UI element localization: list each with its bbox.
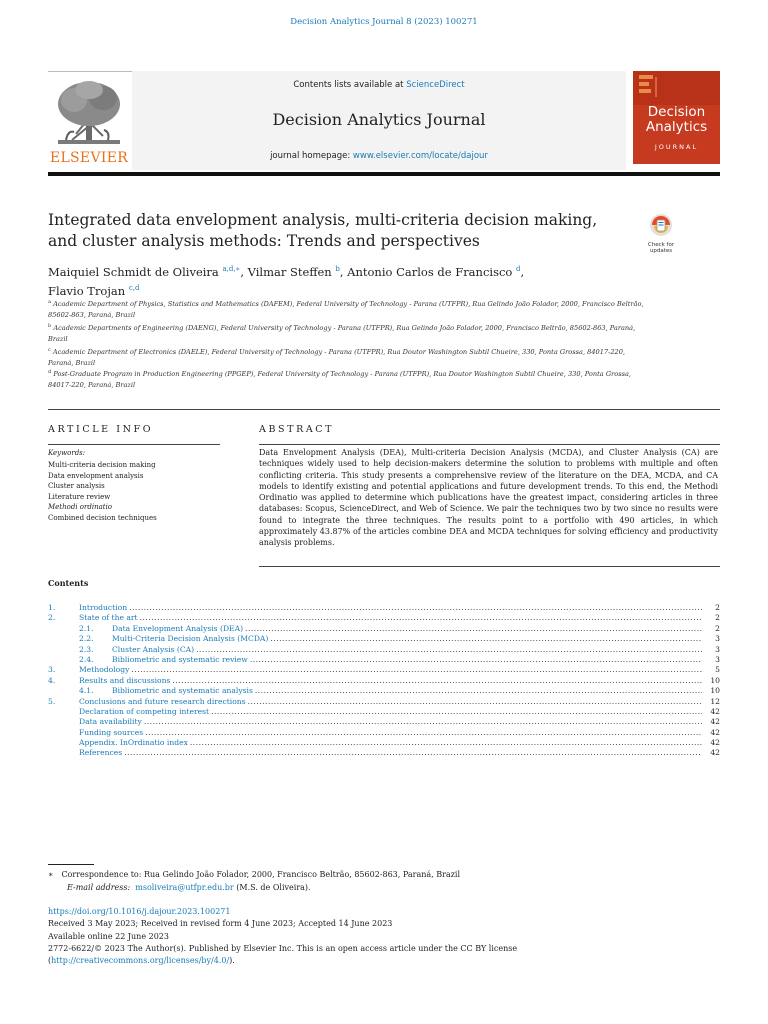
article-info-heading: ARTICLE INFO (48, 424, 154, 435)
toc-entry[interactable] (48, 634, 720, 644)
keywords-label: Keywords: (48, 449, 86, 457)
toc-entry-number: 2.3. (79, 644, 94, 654)
toc-entry[interactable] (48, 665, 720, 675)
keyword-item: Data envelopment analysis (48, 471, 144, 480)
doi-link[interactable]: https://doi.org/10.1016/j.dajour.2023.100271 (48, 907, 231, 916)
article-info-rule (48, 444, 220, 445)
toc-page-number: 2 (715, 603, 720, 612)
toc-entry-label[interactable]: Results and discussions (79, 675, 171, 685)
footnote-rule (48, 864, 94, 865)
toc-entry[interactable] (48, 738, 720, 748)
keyword-item: Cluster analysis (48, 482, 105, 490)
toc-page-number: 42 (710, 717, 720, 727)
toc-leader-dots (145, 728, 702, 738)
license-link[interactable]: http://creativecommons.org/licenses/by/4.0/ (51, 956, 230, 966)
toc-entry-label[interactable]: Declaration of competing interest (79, 706, 210, 716)
toc-leader-dots (196, 645, 702, 655)
journal-title: Decision Analytics Journal (272, 110, 486, 129)
toc-page-number: 10 (710, 686, 720, 696)
journal-cover-image[interactable] (633, 71, 720, 164)
toc-entry[interactable] (48, 717, 720, 727)
abstract-rule (259, 444, 720, 445)
keyword-item: Methodi ordinatio (48, 503, 113, 511)
toc-page-number: 42 (710, 738, 720, 748)
toc-page-number: 3 (715, 654, 720, 664)
toc-entry-label[interactable]: Appendix. InOrdinatio index (79, 738, 188, 748)
toc-entry[interactable] (48, 655, 720, 665)
cover-title-line1: Decision (647, 104, 706, 120)
homepage-prefix: journal homepage: (270, 151, 353, 161)
check-for-updates-badge[interactable] (642, 212, 680, 252)
received-dates: Received 3 May 2023; Received in revised form 4 June 2023; Accepted 14 June 2023 (48, 919, 393, 929)
toc-entry-number: 2.4. (79, 654, 94, 664)
author-list: Maiquiel Schmidt de Oliveira $^{a,d,∗}$, Vilmar Steffen $^b$, Antonio Carlos de Francisco $^d$, Flavio Trojan $^{c,d}$ (48, 264, 525, 298)
toc-leader-dots (270, 634, 702, 644)
keyword-item: Combined decision techniques (48, 513, 157, 522)
toc-entry-number: 2.2. (79, 634, 94, 644)
author-3[interactable]: Antonio Carlos de Francisco $^d$ (347, 264, 521, 279)
toc-page-number: 5 (715, 665, 720, 675)
cover-title (633, 105, 720, 135)
toc-entry-number: 5. (48, 696, 56, 706)
toc-entry[interactable] (48, 697, 720, 707)
toc-entry-number: 3. (48, 665, 56, 675)
affiliation-a: $^a$ Academic Department of Physics, Statistics and Mathematics (DAFEM), Federal University of Technology - Parana (UTFPR), Rua Gelindo João Folador, 2000, Francisco Beltrão, 85602-863, Paraná, Brazil (48, 299, 644, 320)
toc-entry-label[interactable]: State of the art (79, 613, 138, 623)
toc-page-number: 3 (715, 634, 720, 644)
toc-entry-label[interactable]: Introduction (79, 603, 128, 612)
toc-entry[interactable] (48, 613, 720, 623)
abstract-text: Data Envelopment Analysis (DEA), Multi-criteria Decision Analysis (MCDA), and Cluster Analysis (CA) are techniques widely used to help decision-makers determine the solution to problems with multiple and often conflicting criteria. This study presents a comprehensive review of the literature on the DEA, MCDA, and CA models to identify existing and potential applications and future development trends. To this end, the Methodi Ordinatio was applied to determine which publications have the greatest impact, considering articles in three databases: Scopus, ScienceDirect, and Web of Science. We pair the techniques two by two since no results were found to integrate the three techniques. The results point to a portfolio with 490 articles, in which approximately 43.87% of the articles combine DEA and MCDA techniques for solving efficiency and productivity analysis problems. (259, 448, 718, 548)
toc-page-number: 42 (710, 727, 720, 737)
toc-page-number: 42 (710, 748, 720, 758)
affiliation-c: $^c$ Academic Department of Electronics (DAELE), Federal University of Technology - Parana (UTFPR), Rua Doutor Washington Subtil Chueire, 330, Ponta Grossa, 84017-220, Paraná, Brazil (48, 347, 626, 368)
toc-page-number: 2 (715, 613, 720, 623)
correspondence-line: ∗ Correspondence to: Rua Gelindo João Folador, 2000, Francisco Beltrão, 85602-863, Paraná, Brazil (48, 870, 461, 879)
toc-leader-dots (248, 697, 702, 707)
journal-citation[interactable]: Decision Analytics Journal 8 (2023) 100271 (290, 17, 478, 27)
homepage-link[interactable]: www.elsevier.com/locate/dajour (352, 151, 488, 161)
toc-entry-label[interactable]: Conclusions and future research directions (79, 696, 246, 706)
toc-leader-dots (172, 676, 702, 686)
elsevier-wordmark: ELSEVIER (49, 150, 129, 166)
check-updates-icon (642, 212, 680, 238)
toc-entry-label[interactable]: Bibliometric and systematic analysis (112, 686, 253, 696)
contents-prefix: Contents lists available at (293, 80, 407, 90)
toc-page-number: 2 (715, 623, 720, 633)
toc-page-number: 12 (710, 696, 720, 706)
abstract-bottom-rule (259, 566, 720, 567)
abstract-heading: ABSTRACT (259, 424, 335, 435)
sciencedirect-link[interactable]: ScienceDirect (406, 80, 465, 90)
correspondence-footnote (48, 868, 716, 894)
article-title: Integrated data envelopment analysis, multi-criteria decision making, and cluster analysis methods: Trends and perspectives (48, 211, 598, 250)
toc-entry-label[interactable]: Multi-Criteria Decision Analysis (MCDA) (112, 634, 269, 644)
toc-entry-number: 1. (48, 603, 56, 612)
toc-entry-number: 2.1. (79, 623, 94, 633)
toc-leader-dots (129, 603, 702, 613)
toc-entry[interactable] (48, 676, 720, 686)
toc-entry-label[interactable]: Data Envelopment Analysis (DEA) (112, 623, 244, 633)
toc-entry[interactable] (48, 686, 720, 696)
toc-entry[interactable] (48, 728, 720, 738)
toc-page-number: 3 (715, 644, 720, 654)
toc-page-number: 10 (710, 675, 720, 685)
header-bottom-divider (48, 172, 720, 176)
toc-entry[interactable] (48, 645, 720, 655)
toc-leader-dots (255, 686, 702, 696)
cover-subtitle: JOURNAL (654, 143, 699, 151)
email-link[interactable]: msoliveira@utfpr.edu.br (135, 883, 234, 892)
contents-available-line (132, 80, 626, 90)
toc-entry-label[interactable]: Data availability (79, 717, 142, 727)
keyword-item: Multi-criteria decision making (48, 461, 156, 469)
publication-metadata (48, 906, 708, 967)
cover-title-line2: Analytics (645, 119, 708, 135)
toc-leader-dots (140, 613, 702, 623)
toc-page-number: 42 (710, 706, 720, 716)
toc-entry-label[interactable]: Methodology (79, 665, 130, 675)
available-online: Available online 22 June 2023 (48, 931, 169, 941)
license-line: 2772-6622/© 2023 The Author(s). Published by Elsevier Inc. This is an open access article under the CC BY license (48, 943, 518, 953)
toc-entry[interactable] (48, 603, 720, 613)
toc-entry[interactable] (48, 707, 720, 717)
toc-entry-number: 4.1. (79, 686, 94, 696)
toc-entry-number: 2. (48, 613, 56, 623)
email-line: E-mail address: msoliveira@utfpr.edu.br (M.S. de Oliveira). (67, 883, 311, 892)
toc-entry[interactable] (48, 748, 720, 758)
table-of-contents (48, 603, 720, 759)
toc-entry-label[interactable]: Bibliometric and systematic review (112, 654, 248, 664)
toc-entry-label[interactable]: Cluster Analysis (CA) (112, 644, 195, 654)
license-link-line: (http://creativecommons.org/licenses/by/4.0/). (48, 956, 235, 966)
toc-leader-dots (190, 738, 702, 748)
affiliation-b: $^b$ Academic Departments of Engineering (DAENG), Federal University of Technology - Parana (UTFPR), Rua Gelindo João Folador, 2000, Francisco Beltrão, 85602-863, Paraná, Brazil (48, 323, 636, 344)
section-divider (48, 409, 720, 410)
toc-leader-dots (245, 624, 702, 634)
toc-leader-dots (131, 665, 702, 675)
author-4[interactable]: Flavio Trojan $^{c,d}$ (48, 283, 140, 298)
contents-title: Contents (48, 578, 89, 588)
toc-entry-label[interactable]: Funding sources (79, 727, 144, 737)
toc-leader-dots (250, 655, 702, 665)
toc-entry-number: 4. (48, 675, 56, 685)
keyword-item: Literature review (48, 492, 111, 501)
keywords-list (48, 460, 157, 523)
author-1[interactable]: Maiquiel Schmidt de Oliveira $^{a,d,∗}$ (48, 264, 241, 279)
toc-leader-dots (124, 748, 702, 758)
toc-entry-label[interactable]: References (79, 748, 123, 758)
toc-entry[interactable] (48, 624, 720, 634)
check-updates-label: Check for updates (647, 242, 675, 254)
author-2[interactable]: Vilmar Steffen $^b$ (247, 264, 340, 279)
journal-homepage-line (132, 151, 626, 161)
toc-leader-dots (211, 707, 702, 717)
toc-leader-dots (144, 717, 702, 727)
affiliation-d: $^d$ Post-Graduate Program in Production Engineering (PPGEP), Federal University of Technology - Parana (UTFPR), Rua Doutor Washington Subtil Chueire, 330, Ponta Grossa, 84017-220, Paraná, Brazil (48, 369, 632, 390)
